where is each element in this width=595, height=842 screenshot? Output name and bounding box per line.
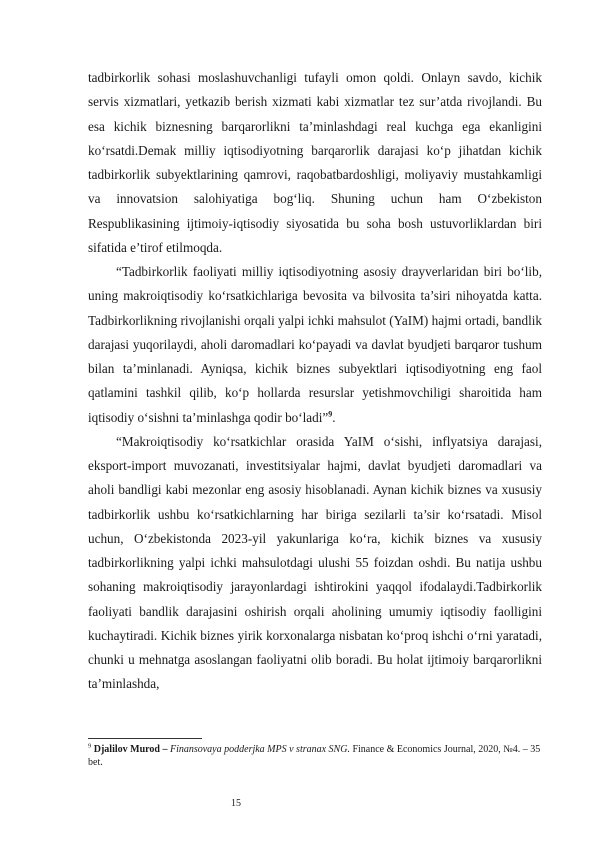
paragraph-continuation: tadbirkorlik sohasi moslashuvchanligi tufayli omon qoldi. Onlayn savdo, kichik servis xizmatlari, yetkazib berish xizmati kabi xizmatlar tez sur’atda rivojlandi. Bu esa kichik biznesning barqarorlikni ta’minlashdagi real kuchga ega ekanligini ko‘rsatdi.Demak milliy iqtisodiyotning barqarorlik darajasi ko‘p jihatdan kichik tadbirkorlik subyektlarining qamrovi, raqobatbardoshligi, moliyaviy mustahkamligi va innovatsion salohiyatiga bog‘liq. Shuning uchun ham O‘zbekiston Respublikasining ijtimoiy-iqtisodiy siyosatida bu soha bosh ustuvorliklardan biri sifatida e’tirof etilmoqda. [88,70,542,255]
footnote-marker: 9 [88,742,92,750]
footnote-divider [88,738,202,739]
page-number: 15 [231,798,241,809]
footnote-author: Djalilov Murod – [93,744,168,755]
paragraph-quote-1-text: “Tadbirkorlik faoliyati milliy iqtisodiyotning asosiy drayverlaridan biri bo‘lib, uning makroiqtisodiy ko‘rsatkichlariga bevosita va bilvosita ta’siri nihoyatda katta. Tadbirkorlikning rivojlanishi orqali yalpi ichki mahsulot (YaIM) hajmi ortadi, bandlik darajasi yuqorilaydi, aholi daromadlari ko‘payadi va davlat byudjeti barqaror tushum bilan ta’minlanadi. Ayniqsa, kichik biznes subyektlari iqtisodiyotning eng faol qatlamini tashkil qilib, ko‘p hollarda resurslar yetishmovchiligi sharoitida ham iqtisodiy o‘sishni ta’minlashga qodir bo‘ladi” [88,264,542,425]
footnote-title: Finansovaya podderjka MPS v stranax SNG. [169,744,350,755]
footnote-reference[interactable]: 9 [328,409,333,419]
page-body [88,66,542,697]
paragraph-quote-1: “Tadbirkorlik faoliyati milliy iqtisodiyotning asosiy drayverlaridan biri bo‘lib, uning makroiqtisodiy ko‘rsatkichlariga bevosita va bilvosita ta’siri nihoyatda katta. Tadbirkorlikning rivojlanishi orqali yalpi ichki mahsulot (YaIM) hajmi ortadi, bandlik darajasi yuqorilaydi, aholi daromadlari ko‘payadi va davlat byudjeti barqaror tushum bilan ta’minlanadi. Ayniqsa, kichik biznes subyektlari iqtisodiyotning eng faol qatlamini tashkil qilib, ko‘p hollarda resurslar yetishmovchiligi sharoitida ham iqtisodiy o‘sishni ta’minlashga qodir bo‘ladi”$^9$. [88,264,542,425]
footnote-source: Finance & Economics Journal, 2020, №4. – 35 bet. [88,744,541,768]
footnote [88,743,542,769]
paragraph-quote-2: “Makroiqtisodiy ko‘rsatkichlar orasida YaIM o‘sishi, inflyatsiya darajasi, eksport-import muvozanati, investitsiyalar hajmi, davlat byudjeti daromadlari va aholi bandligi kabi mezonlar eng asosiy hisoblanadi. Aynan kichik biznes va xususiy tadbirkorlik ushbu ko‘rsatkichlarning har biriga sezilarli ta’sir ko‘rsatadi. Misol uchun, O‘zbekistonda 2023-yil yakunlariga ko‘ra, kichik biznes va xususiy tadbirkorlikning yalpi ichki mahsulotdagi ulushi 55 foizdan oshdi. Bu natija ushbu sohaning makroiqtisodiy jarayonlardagi ishtirokini yaqqol ifodalaydi.Tadbirkorlik faoliyati bandlik darajasini oshirish orqali aholining umumiy iqtisodiy faolligini kuchaytiradi. Kichik biznes yirik korxonalarga nisbatan ko‘proq ishchi o‘rni yaratadi, chunki u mehnatga asoslangan faoliyatni olib boradi. Bu holat ijtimoiy barqarorlikni ta’minlashda, [88,433,542,692]
